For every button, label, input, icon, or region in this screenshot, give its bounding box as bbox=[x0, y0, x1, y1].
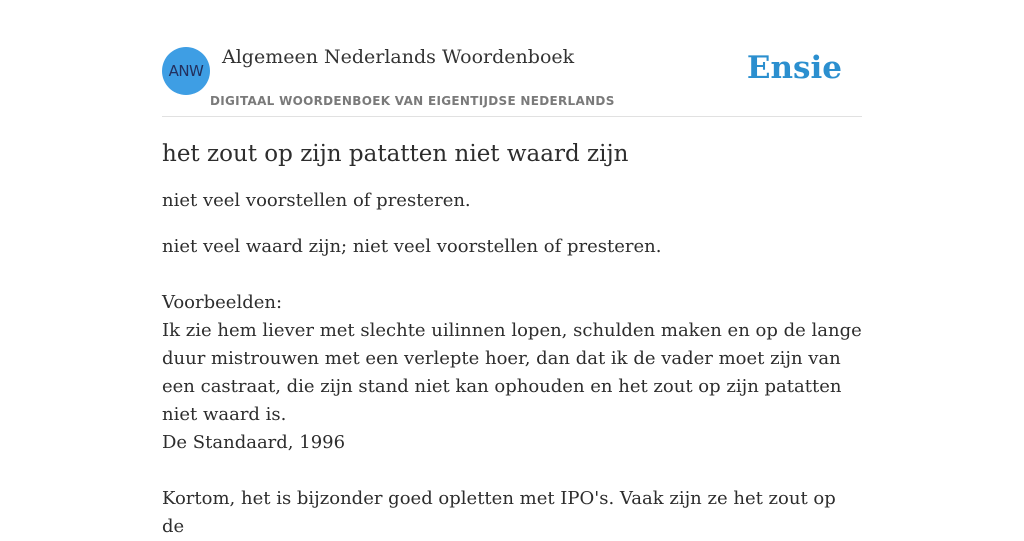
ensie-logo-link[interactable]: Ensie bbox=[746, 50, 842, 86]
example-separator bbox=[162, 457, 862, 485]
entry-term: het zout op zijn patatten niet waard zijn bbox=[162, 141, 629, 167]
entry-summary: niet veel voorstellen of presteren. bbox=[162, 190, 471, 211]
example-source: De Standaard, 1996 bbox=[162, 432, 346, 453]
source-subtitle: DIGITAAL WOORDENBOEK VAN EIGENTIJDSE NEDERLANDS bbox=[210, 94, 615, 108]
source-title[interactable]: Algemeen Nederlands Woordenboek bbox=[222, 46, 575, 68]
example-text: Ik zie hem liever met slechte uilinnen lopen, schulden maken en op de lange duur mistrouwen met een verlepte hoer, dan dat ik de vader moet zijn van een castraat, die zijn stand niet kan ophouden en het zout op zijn patatten niet waard is. bbox=[162, 320, 862, 425]
source-header bbox=[162, 46, 862, 117]
example-text: Kortom, het is bijzonder goed opletten met IPO's. Vaak zijn ze het zout op de bbox=[162, 488, 836, 537]
anw-logo[interactable]: ANW bbox=[162, 47, 210, 95]
entry-content bbox=[162, 136, 862, 541]
entry-definition: niet veel waard zijn; niet veel voorstellen of presteren. bbox=[162, 236, 662, 257]
examples-label: Voorbeelden: bbox=[162, 292, 283, 313]
